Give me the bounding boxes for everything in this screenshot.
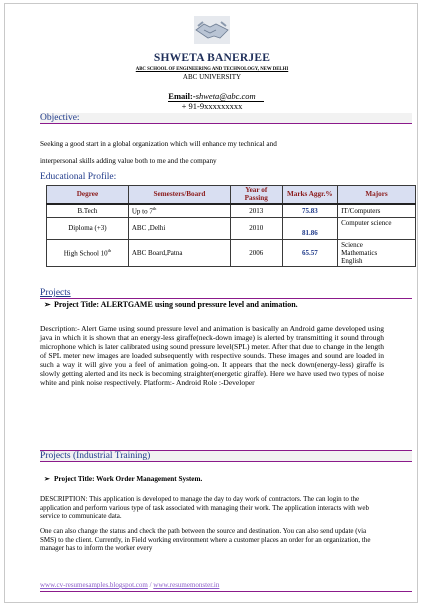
arrow-bullet-icon: ➢ [44, 475, 51, 483]
college-name: ABC SCHOOL OF ENGINEERING AND TECHNOLOGY, NEW DELHI [135, 67, 289, 72]
cell-board: ABC ,Delhi [128, 217, 230, 239]
email-value[interactable]: shweta@abc.com [195, 91, 256, 101]
footer-links: www.cv-resumesamples.blogspot.com / www.resumemonster.in [40, 581, 220, 589]
footer-link-resumemonster[interactable]: www.resumemonster.in [153, 581, 220, 589]
cell-degree: High School 10th [47, 239, 129, 266]
industrial-description: DESCRIPTION: This application is developed to manage the day to day work of contractors. The can login to the application and perform various type of task associated with managing their work. The application interacts with web service to communicate data. [40, 495, 369, 521]
cell-degree: Diploma (+3) [47, 217, 129, 239]
email-label: Email:- [168, 91, 196, 101]
cell-board: ABC Board,Patna [128, 239, 230, 266]
col-year: Year of Passing [230, 186, 282, 205]
objective-heading: Objective: [40, 113, 412, 124]
email-line [0, 91, 424, 101]
university-name: ABC UNIVERSITY [182, 73, 242, 81]
col-board: Semesters/Board [128, 186, 230, 205]
industrial-description-2: One can also change the status and check the path between the source and destination. You can also send update (via SMS) to the client. Currently, in Field working environment where a customer places an order for an organization, the manager has to inform the worker every [40, 527, 371, 553]
col-marks: Marks Aggr.% [282, 186, 338, 205]
candidate-name: SHWETA BANERJEE [153, 52, 271, 64]
footer-link-cv[interactable]: www.cv-resumesamples.blogspot.com [40, 581, 148, 589]
table-row [47, 217, 416, 239]
cell-year: 2013 [230, 204, 282, 217]
table-row [47, 204, 416, 217]
project-title: ➢ Project Title: ALERTGAME using sound pressure level and animation. [44, 300, 298, 309]
col-degree: Degree [47, 186, 129, 205]
cell-year: 2006 [230, 239, 282, 266]
cell-marks: 65.57 [282, 239, 338, 266]
cell-majors: Computer science [338, 217, 416, 239]
cell-majors: Science Mathematics English [338, 239, 416, 266]
cell-marks: 75.83 [282, 204, 338, 217]
industrial-heading: Projects (Industrial Training) [40, 450, 412, 462]
table-row [47, 239, 416, 266]
projects-heading: Projects [40, 288, 412, 299]
cell-board: Up to 7th [128, 204, 230, 217]
industrial-project-title: ➢ Project Title: Work Order Management System. [44, 475, 203, 483]
col-majors: Majors [338, 186, 416, 205]
phone-number: + 91-9xxxxxxxxx [181, 101, 243, 111]
objective-line-2: interpersonal skills adding value both to me and the company [40, 157, 217, 165]
arrow-bullet-icon: ➢ [44, 300, 51, 309]
cell-degree: B.Tech [47, 204, 129, 217]
footer-divider [40, 591, 412, 592]
handshake-icon [194, 16, 230, 44]
cell-year: 2010 [230, 217, 282, 239]
education-table-header [47, 186, 416, 205]
cell-marks: 81.86 [282, 217, 338, 239]
education-heading: Educational Profile: [40, 172, 117, 182]
project-description: Description:- Alert Game using sound pressure level and animation is basically an Android game developed using java in which it is shown that an energy-less giraffe(neck-down image) is alerted by transmitting it sound through microphone which is later calibrated using sound pressure level(SPL) meter. After that due to change in the length of SPL meter new images are loaded subsequently with respective sounds. These images and sound are loaded in such a way it will give you a feel of animation going-on. It appears that the neck down(energy-less) giraffe is slowly getting alerted and its neck is becoming straighter(energetic giraffe). Here we have used two types of noise white and pink noise respectively. Platform:- Android Role :-Developer [40, 324, 384, 387]
education-table [46, 185, 416, 267]
objective-line-1: Seeking a good start in a global organization which will enhance my technical and [40, 140, 277, 148]
cell-majors: IT/Computers [338, 204, 416, 217]
